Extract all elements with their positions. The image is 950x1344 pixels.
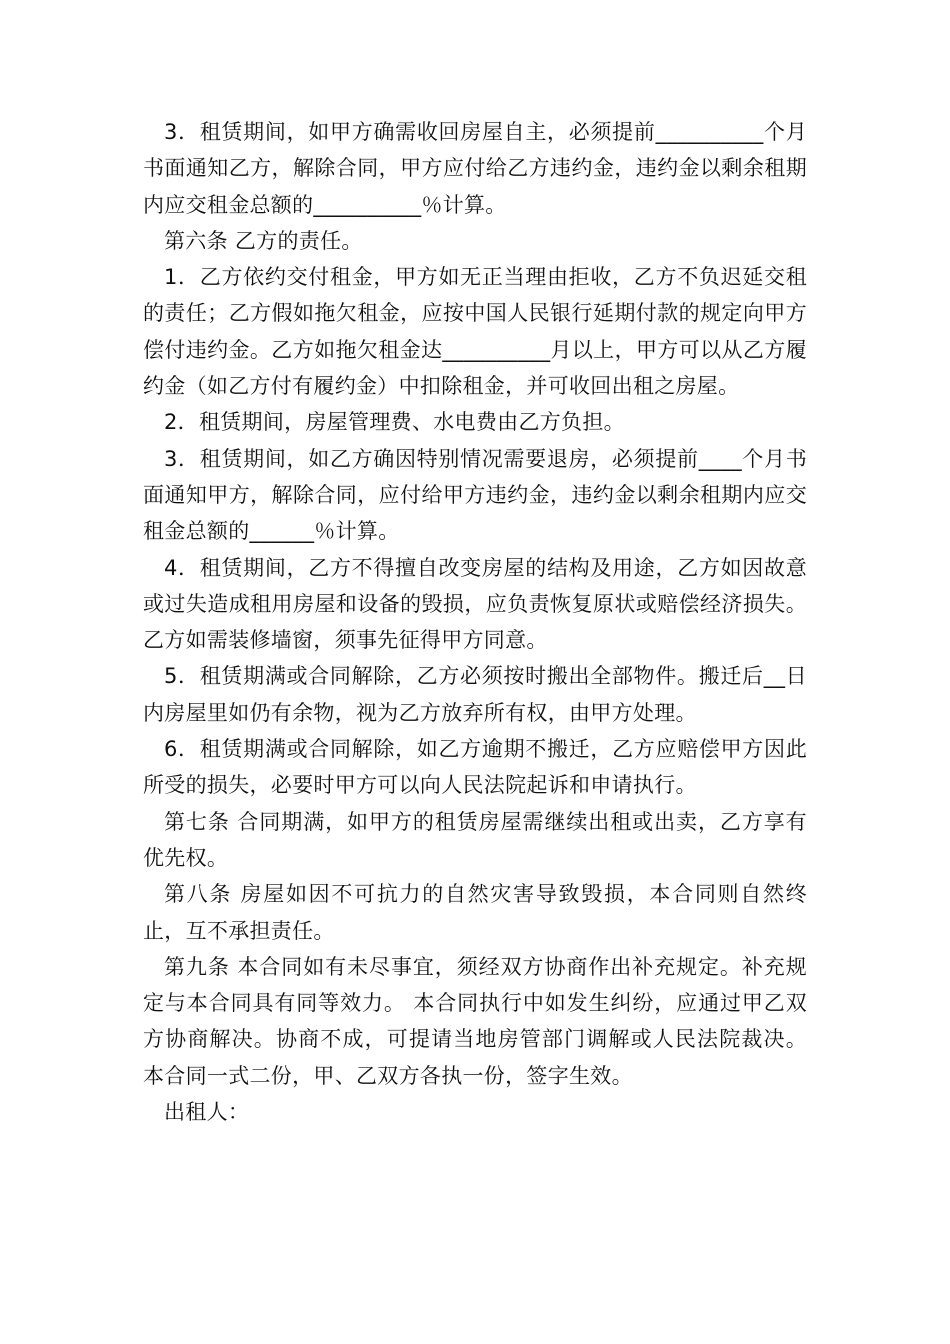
clause-fees: 2．租赁期间，房屋管理费、水电费由乙方负担。 [164, 410, 625, 435]
lessor-signature-label: 出租人： [164, 1100, 250, 1125]
clause-move-out: 5．租赁期满或合同解除，乙方必须按时搬出全部物件。搬迁后__日内房屋里如仍有余物，视为乙方放弃所有权，由甲方处理。 [143, 664, 807, 725]
article-7: 第七条 合同期满，如甲方的租赁房屋需继续出租或出卖，乙方享有优先权。 [143, 809, 807, 870]
article-9: 第九条 本合同如有未尽事宜，须经双方协商作出补充规定。补充规定与本合同具有同等效力。 本合同执行中如发生纠纷，应通过甲乙双方协商解决。协商不成，可提请当地房管部门调解或人民法院裁决。 本合同一式二份，甲、乙双方各执一份，签字生效。 [143, 954, 807, 1088]
article-6-heading: 第六条 乙方的责任。 [164, 228, 363, 253]
clause-rent-payment: 1．乙方依约交付租金，甲方如无正当理由拒收，乙方不负迟延交租的责任；乙方假如拖欠租金，应按中国人民银行延期付款的规定向甲方偿付违约金。乙方如拖欠租金达__________月以上，甲方可以从乙方履约金（如乙方付有履约金）中扣除租金，并可收回出租之房屋。 [143, 265, 807, 399]
clause-landlord-early-termination: 3．租赁期间，如甲方确需收回房屋自主，必须提前__________个月书面通知乙方，解除合同，甲方应付给乙方违约金，违约金以剩余租期内应交租金总额的__________％计算。 [143, 120, 807, 217]
document-page [143, 114, 807, 1130]
clause-structure-use: 4．租赁期间，乙方不得擅自改变房屋的结构及用途，乙方如因故意或过失造成租用房屋和设备的毁损，应负责恢复原状或赔偿经济损失。乙方如需装修墙窗，须事先征得甲方同意。 [143, 555, 807, 653]
clause-overdue-move-out: 6．租赁期满或合同解除，如乙方逾期不搬迁，乙方应赔偿甲方因此所受的损失，必要时甲方可以向人民法院起诉和申请执行。 [143, 737, 807, 798]
clause-tenant-early-termination: 3．租赁期间，如乙方确因特别情况需要退房，必须提前____个月书面通知甲方，解除合同，应付给甲方违约金，违约金以剩余租期内应交租金总额的______％计算。 [143, 446, 807, 544]
article-8: 第八条 房屋如因不可抗力的自然灾害导致毁损，本合同则自然终止，互不承担责任。 [143, 882, 807, 943]
